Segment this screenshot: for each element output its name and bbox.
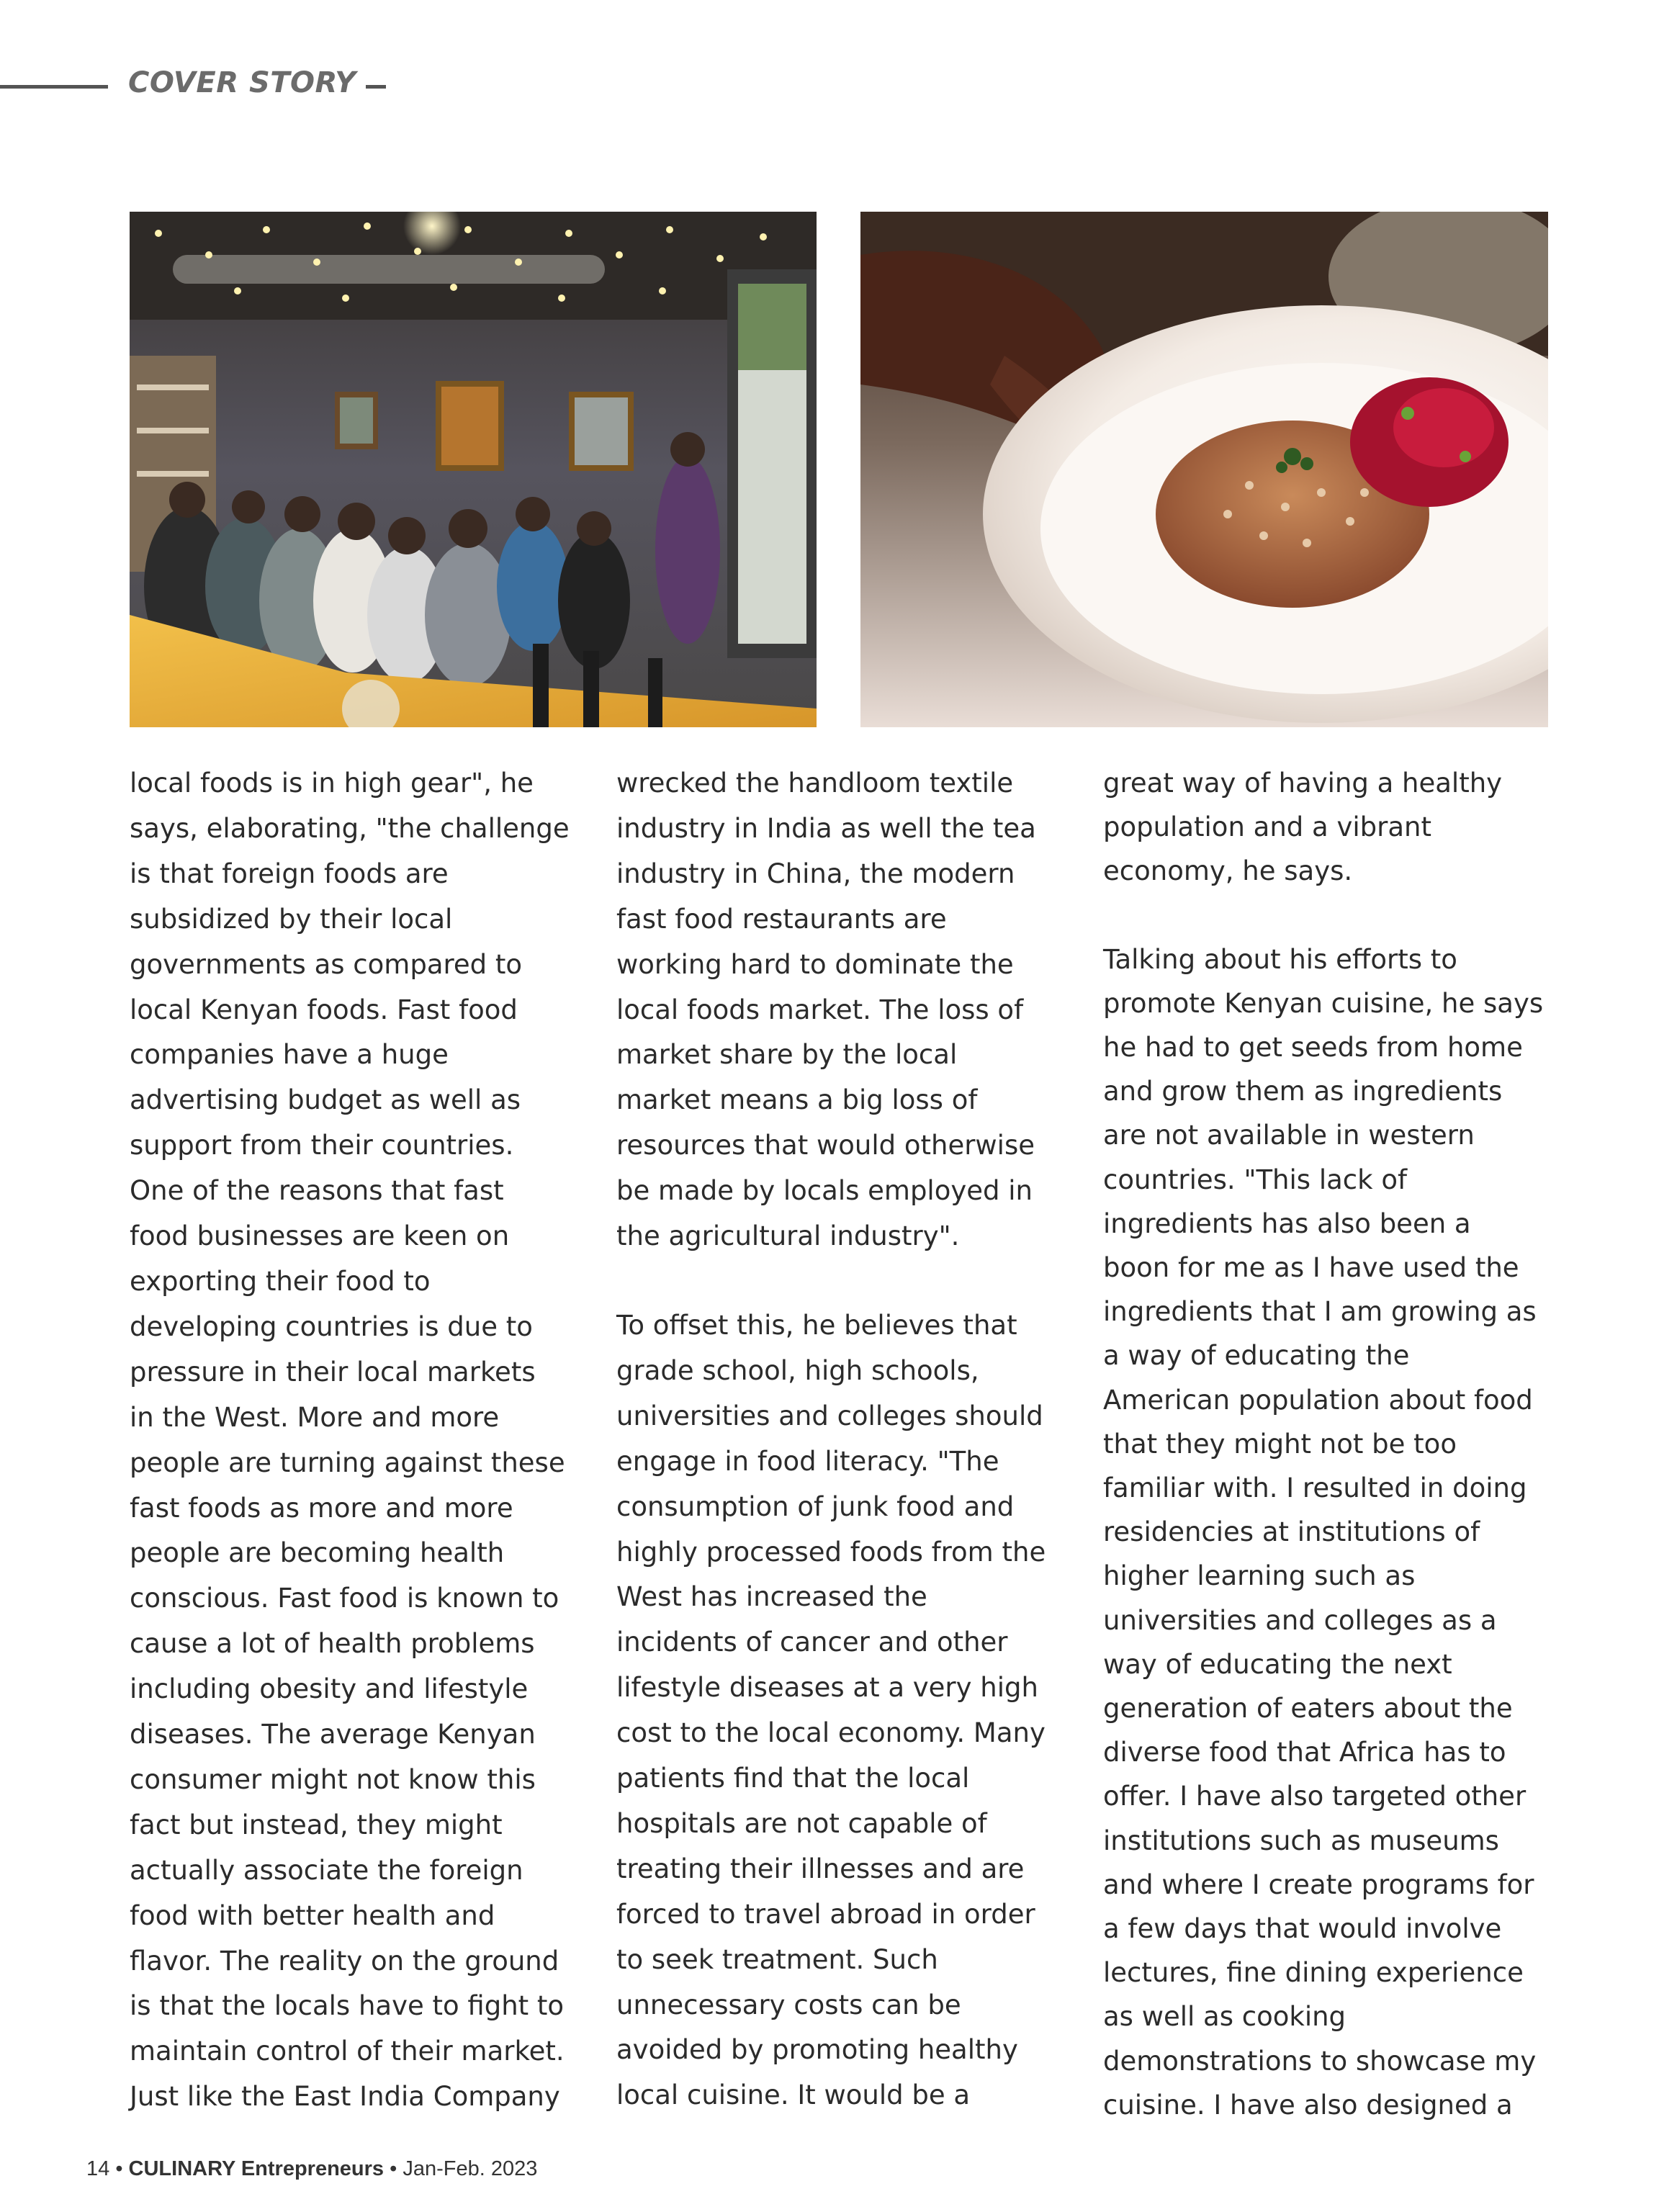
article-column-1 bbox=[130, 761, 590, 2120]
article-column-3 bbox=[1103, 761, 1557, 2127]
header-dash bbox=[366, 85, 386, 89]
paragraph: great way of having a healthy population and a vibrant economy, he says. bbox=[1103, 768, 1503, 887]
paragraph: wrecked the handloom textile industry in India as well the tea industry in China, the modern fast food restaurants are working hard to dominate the local foods market. The loss of market share by the local market means a big loss of resources that would otherwise be made by locals employed in the agricultural industry". bbox=[616, 768, 1036, 1252]
separator: • bbox=[390, 2157, 397, 2180]
article-column-2 bbox=[616, 761, 1077, 2118]
rice-dish-photo bbox=[860, 212, 1548, 727]
section-label: COVER STORY bbox=[128, 66, 356, 99]
page-footer bbox=[86, 2157, 537, 2181]
paragraph: To offset this, he believes that grade school, high schools, universities and colleges should engage in food literacy. "The consumption of junk food and highly processed foods from the West has increased the incidents of cancer and other lifestyle diseases at a very high cost to the local economy. Many patients find that the local hospitals are not capable of treating their illnesses and are forced to travel abroad in order to seek treatment. Such unnecessary costs can be avoided by promoting healthy local cuisine. It would be a bbox=[616, 1309, 1046, 2111]
page-number: 14 bbox=[86, 2157, 110, 2180]
header-rule bbox=[0, 85, 108, 89]
issue-date: Jan-Feb. 2023 bbox=[403, 2157, 538, 2180]
dining-room-photo bbox=[130, 212, 817, 727]
paragraph: Talking about his efforts to promote Kenyan cuisine, he says he had to get seeds from home and grow them as ingredients are not available in western countries. "This lack of ingredients has also been a boon for me as I have used the ingredients that I am growing as a way of educating the American population about food that they might not be too familiar with. I resulted in doing residencies at institutions of higher learning such as universities and colleges as a way of educating the next generation of eaters about the diverse food that Africa has to offer. I have also targeted other institutions such as museums and where I create programs for a few days that would involve lectures, fine dining experience as well as cooking demonstrations to showcase my cuisine. I have also designed a bbox=[1103, 943, 1544, 2121]
separator: • bbox=[115, 2157, 123, 2180]
publication-name: CULINARY Entrepreneurs bbox=[128, 2157, 385, 2180]
paragraph: local foods is in high gear", he says, elaborating, "the challenge is that foreign foods are subsidized by their local governments as compared to local Kenyan foods. Fast food companies have a huge advertising budget as well as support from their countries. One of the reasons that fast food businesses are keen on exporting their food to developing countries is due to pressure in their local markets in the West. More and more people are turning against these fast foods as more and more people are becoming health conscious. Fast food is known to cause a lot of health problems including obesity and lifestyle diseases. The average Kenyan consumer might not know this fact but instead, they might actually associate the foreign food with better health and flavor. The reality on the ground is that the locals have to fight to maintain control of their market. Just like the East India Company bbox=[130, 768, 570, 2113]
